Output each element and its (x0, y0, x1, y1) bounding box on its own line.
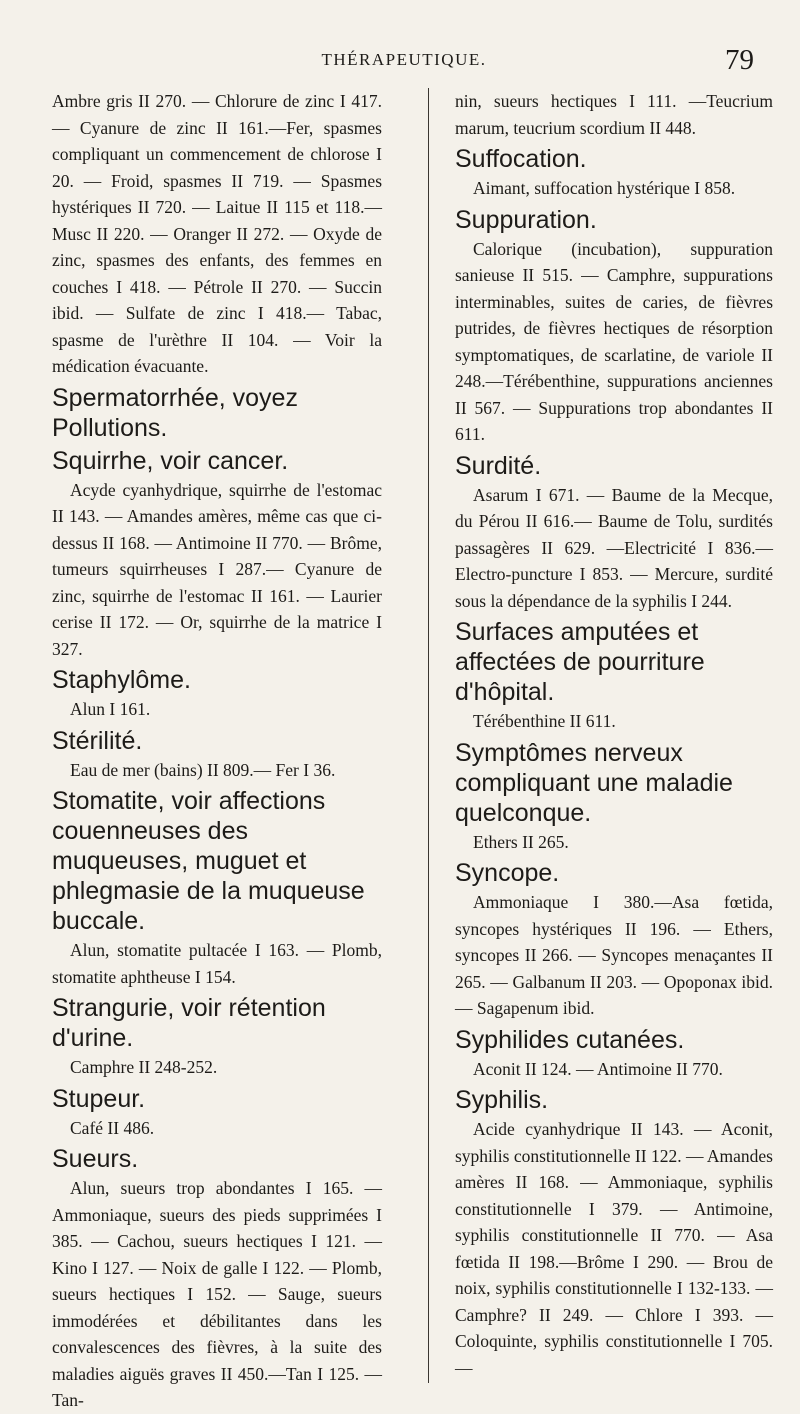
entry-heading: Symptômes nerveux compliquant une maladie quelconque. (455, 738, 733, 827)
entry-text: Calorique (incubation), suppuration sanieuse II 515. — Camphre, suppurations interminables, suites de caries, de fièvres putrides, de fièvres hectiques de résorption symptomatiques, de scarlatine, de variole II 248.—Térébenthine, suppurations anciennes II 567. — Suppurations trop abondantes II 611. (455, 238, 773, 444)
right-column (455, 88, 773, 1381)
entry-heading: Surfaces amputées et affectées de pourriture d'hôpital. (455, 618, 705, 706)
entry-text: Ethers II 265. (473, 831, 569, 852)
page-number: 79 (725, 44, 754, 76)
entry-heading: Surdité. (455, 451, 542, 480)
entry-text: Acyde cyanhydrique, squirrhe de l'estomac II 143. — Amandes amères, même cas que ci-dessus II 168. — Antimoine II 770. — Brôme, tumeurs squirrheuses I 287.— Cyanure de zinc, squirrhe de l'estomac II 161. — Laurier cerise II 172. — Or, squirrhe de la matrice I 327. (52, 479, 382, 659)
entry-text: Camphre II 248-252. (70, 1057, 218, 1077)
entry-heading: Stupeur. (52, 1084, 146, 1113)
entry-text: Aimant, suffocation hystérique I 858. (473, 178, 736, 198)
entry-heading: Syncope. (455, 859, 560, 887)
left-column (52, 88, 382, 1414)
entry-heading: Suppuration. (455, 205, 597, 234)
entry-text: Alun, sueurs trop abondantes I 165. — Ammoniaque, sueurs des pieds supprimées I 385. — Cachou, sueurs hectiques I 121. — Kino I 127. — Noix de galle I 122. — Plomb, sueurs hectiques I 152. — Sauge, sueurs immodérées et débilitantes dans les convalescences des fièvres, à la suite des maladies aiguës graves II 450.—Tan I 125. — Tan- (52, 1178, 382, 1410)
entry-heading: Sueurs. (52, 1145, 139, 1173)
entry-text: nin, sueurs hectiques I 111. —Teucrium marum, teucrium scordium II 448. (455, 91, 773, 138)
entry-text: Ammoniaque I 380.—Asa fœtida, syncopes hystériques II 196. — Ethers, syncopes II 266. — Syncopes menaçantes II 265. — Galbanum II 203. — Opoponax ibid. — Sagapenum ibid. (455, 892, 773, 1018)
entry-text: Asarum I 671. — Baume de la Mecque, du Pérou II 616.— Baume de Tolu, surdités passagères II 629. —Electricité I 836.—Electro-puncture I 853. — Mercure, surdité sous la dépendance de la syphilis I 244. (455, 484, 773, 611)
entry-heading: Stérilité. (52, 726, 143, 755)
entry-text: Aconit II 124. — Antimoine II 770. (473, 1058, 723, 1079)
entry-text: Alun I 161. (70, 699, 151, 719)
entry-heading: Spermatorrhée, voyez Pollutions. (52, 383, 298, 442)
entry-text: Café II 486. (70, 1117, 155, 1138)
entry-heading: Staphylôme. (52, 666, 191, 694)
entry-heading: Stomatite, voir affections couenneuses des muqueuses, muguet et phlegmasie de la muqueuse buccale. (52, 787, 365, 935)
entry-text: Eau de mer (bains) II 809.— Fer I 36. (70, 759, 336, 780)
entry-heading: Strangurie, voir rétention d'urine. (52, 994, 326, 1052)
column-divider (428, 88, 429, 1383)
running-title: THÉRAPEUTIQUE. (321, 50, 487, 69)
entry-heading: Syphilides cutanées. (455, 1025, 685, 1054)
entry-text: Térébenthine II 611. (473, 711, 616, 731)
entry-heading: Syphilis. (455, 1086, 549, 1114)
entry-text: Acide cyanhydrique II 143. — Aconit, syphilis constitutionnelle II 122. — Amandes amères II 168. — Ammoniaque, syphilis constitutionnelle I 379. — Antimoine, syphilis constitutionnelle II 770. — Asa fœtida II 198.—Brôme I 290. — Brou de noix, syphilis constitutionnelle I 132-133. — Camphre? II 249. — Chlore I 393. — Coloquinte, syphilis constitutionnelle I 705. — (455, 1119, 773, 1378)
entry-heading: Squirrhe, voir cancer. (52, 446, 289, 475)
entry-heading: Suffocation. (455, 145, 587, 173)
entry-text: Ambre gris II 270. — Chlorure de zinc I 417. — Cyanure de zinc II 161.—Fer, spasmes compliquant un commencement de chlorose I 20. — Froid, spasmes II 719. — Spasmes hystériques II 720. — Laitue II 115 et 118.— Musc II 220. — Oranger II 272. — Oxyde de zinc, spasmes des enfants, des femmes en couches I 418. — Pétrole II 270. — Succin ibid. — Sulfate de zinc I 418.— Tabac, spasme de l'urèthre II 104. — Voir la médication évacuante. (52, 91, 382, 376)
entry-text: Alun, stomatite pultacée I 163. — Plomb, stomatite aphtheuse I 154. (52, 940, 382, 987)
page-header (54, 44, 754, 90)
